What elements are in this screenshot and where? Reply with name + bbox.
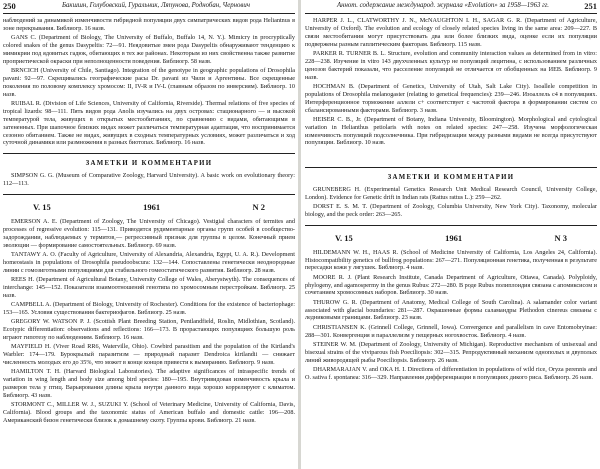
volume-number: V. 15 xyxy=(335,232,353,243)
abstract-entry: THUROW G. R. (Department of Anatomy, Medical College of South Carolina). A salamander color variant associated with glacial boundaries: 281—287. Окрашенные формы саламандры Plethodon cinereus связаны с ледниковыми границами. Библиогр. 23 назв. xyxy=(305,298,597,322)
volume-heading xyxy=(305,233,597,243)
page-number: 250 xyxy=(3,1,16,11)
note-entry: DORST E. S. M. T. (Department of Zoology, Columbia University, New York City). Taxonomy, molecular biology, and the peck order: 263—265. xyxy=(305,202,597,218)
volume-heading xyxy=(3,202,295,212)
section-divider xyxy=(305,225,597,226)
abstract-entry: REES H. (Department of Agricultural Botany, University College of Wales, Aberystwyth). The consequences of interchange: 145—152. Показатели взаимоотношений генотипа по хромосомным перестройкам. Библиогр. 25 назв. xyxy=(3,276,295,299)
section-title: ЗАМЕТКИ И КОММЕНТАРИИ xyxy=(387,173,515,181)
abstract-entry: DHARMARAJAN V. and OKA H. I. Directions of differentiation in populations of wild rice, Oryza perennis and O. sativa f. spontanea: 316—329. Направления дифференциации в популяциях дикого риса. Библиогр. 26 назв. xyxy=(305,365,597,381)
volume-year: 1961 xyxy=(143,202,161,213)
running-head-title: Бакшшн, Голубовский, Гуральник, Ляпунова, Роднобан, Чернович xyxy=(62,2,250,9)
left-page xyxy=(3,0,295,469)
abstract-entry: HAMILTON T. H. (Harvard Biological Laboratories). The adaptive significances of intraspecific trends of variation in wing length and body size among bird species: 180—195. Внутривидовая изменчивость крыла и размеров тела у птиц. Варьирования длины крыла внутри данного вида хорошо коррелируют с климатом. Библиогр. 43 назв. xyxy=(3,368,295,400)
abstract-entry: HOCHMAN B. (Department of Genetics, University of Utah, Salt Lake City). Isoallele competition in populations of Drosophila melanogaster (relating to genetical frequencies): 239—246. Изоаллель c4 в популяциях. Интерференционное торможение аллели с+ соответствует с частотой фактора в формировании систем со сбалансированными факторами. Библиогр. 3 назв. xyxy=(305,82,597,114)
note-entry: GRUNEBERG H. (Experimental Genetics Research Unit Medical Research Council, University College, London). Evidence for Genetic drift in Indian rats (Rattus rattus L.): 259—262. xyxy=(305,185,597,201)
abstract-entry: TANTAWY A. O. (Faculty of Agriculture, University of Alexandria, Alexandria, Egypt, U. A. R.). Development homeostasis in populations of Drosophila pseudoobscura: 132—144. Сопоставлены генетически неоднородные линии с гомозиготными популяциями для стабильного гомеостатического развития. Библиогр. 28 назв. xyxy=(3,251,295,274)
abstract-entry: HARPER J. L., CLATWORTHY J. N., McNAUGHTON I. H., SAGAR G. R. (Department of Agriculture, University of Oxford). The evolution and ecology of closely related species living in the same area: 209—227. В связи местообитании могут присутствовать два или более близких вида, оценке если их популяции подвержены разным гаплитическим факторам. Библиогр. 115 назв. xyxy=(305,17,597,48)
page-number: 251 xyxy=(584,1,597,11)
abstract-entry: CHRISTIANSEN K. (Grinnell College, Grinnell, Iowa). Convergence and parallelism in cave Entomobryinae: 288—301. Конвергенция и параллелизм у пещерных ногохвосток. Библиогр. 4 назв. xyxy=(305,323,597,339)
running-head-title: Аннот. содержание международ. журнала «Evolution» за 1958—1963 гг. xyxy=(337,2,549,9)
abstract-entry: STORMONT C., MILLER W. J., SUZUKI Y. (School of Veterinary Medicine, University of California, Davis, California). Blood groups and the taxonomic status of American buffalo and domestic cattle: 196—208. Американский бизон генетически близок к домашнему скоту. Группы крови. Библиогр. 21 назв. xyxy=(3,401,295,425)
abstract-entry: GREGORY W. WATSON P. J. (Scottish Plant Breeding Station, Pentlandfield, Roslin, Midlothian, Scotland). Ecotypic differentiation: observations and reflections: 166—173. В прорастающих популяциях большую роль играют гипотезу по наблюдениям. Библиогр. 16 назв. xyxy=(3,318,295,342)
abstract-entry: CAMPBELL A. (Department of Biology, University of Rochester). Conditions for the existence of bacteriophage: 153—165. Условия существования бактериофагов. Библиогр. 25 назв. xyxy=(3,301,295,317)
abstract-entry: PARKER R. TURNER B. L. Structure, evolution and community interaction values as determined from in vitro: 228—238. Изучение in vitro 143 двухчленных культур не популяций лецитина, с использованием различных ценозов бактерий показали, что расселение популяций не отличается от обобщенных на ИЕВ. Библиогр. 9 назв. xyxy=(305,49,597,81)
abstract-entry: наблюдений за динамикой изменчивости гибридной популяции двух симпатрических видов рода Heliantnus в зоне перекрывания. Библиогр. 16 назв. xyxy=(3,17,295,32)
section-divider xyxy=(3,153,295,154)
volume-year: 1961 xyxy=(445,232,463,243)
issue-number: N 3 xyxy=(554,232,567,243)
abstract-entry: HILDEMANN W. H., HAAS R. (School of Medicine University of California, Los Angeles 24, California). Histocompatibility genetics of bullfrog populations: 267—271. Популяционная генетика, полученная в результате пересадки кожи у лягушек. Библиогр. 4 назв. xyxy=(305,248,597,272)
section-divider xyxy=(3,194,295,195)
abstract-entry: EMERSON A. E. (Department of Zoology, The University of Chicago). Vestigial characters of termites and processes of regressive evolution: 115—131. Приводятся рудиментарные органы групп особей в сообщество-задорождании, наблюдаемых у термитов,— регрессивный признак для группы в целом. Конечный прием эволюции — формирование самостоятельных. Библиогр. 69 назв. xyxy=(3,218,295,249)
issue-number: N 2 xyxy=(252,202,265,213)
abstract-entry: BRNCICH (University of Chile, Santiago). Integration of the genotype in geographic populations of Drosophila pavani: 92—97. Скрещивались географические расы Dr. pavani из Чили и Аргентины. Все скрещенные поколения по половому комплексу хромосом: II, IV-R и IV-L (главным образом по инверсиям). Библиогр. 10 назв. xyxy=(3,67,295,98)
abstract-entry: MOORE R. J. (Plant Research Institute, Canada Department of Agriculture, Ottawa, Canada). Polyploidy, phylogeny, and agamospermy in the genus Rubus: 272—280. В роде Rubus полиплоидия связана с апомиксисом и сочетанием хромосомных наборов. Библиогр. 30 назв. xyxy=(305,273,597,297)
abstract-entry: MAYFIELD H. (Viver Road RR6, Waterville, Ohio). Cowbird parasitism and the population of the Kirtland's Warbler: 174—179. Бурокрылый паразитизм — природный паразит Dendroica kirtlandii — снижает численность молодых его до 35%, что может в конце концов привести к вымиранию. Библиогр. 9 назв. xyxy=(3,343,295,367)
section-divider xyxy=(305,167,597,168)
abstract-entry: RUIBAL R. (Division of Life Sciences, University of California, Riverside). Thermal relations of five species of tropical lizards: 98—111. Пять видов рода Anolis изучались на двух островах: стационарного — и высокой температурой тела, живущих в открытых местообитаниях, по сравнению с видами, обитающими в затененных. При шапочное близких видах может различаться температурная адаптация, что воспринимается сезонно обитанием. Также не видах, живущих в сходных температурных условиях, может различаться и ход суточной динамики или размножения в разных биотопах. Библиогр. 16 назв. xyxy=(3,99,295,147)
running-header xyxy=(305,0,597,14)
spacer xyxy=(305,149,597,161)
page-gutter xyxy=(298,0,301,469)
right-page xyxy=(305,0,597,469)
note-entry: SIMPSON G. G. (Museum of Comparative Zoology, Harvard University). A basic work on evolutionary theory: 112—113. xyxy=(3,172,295,188)
abstract-entry: HEISER C. B., Jr. (Department of Botany, Indiana University, Bloomington). Morphological and cytological variation in Helianthus petiolaris with notes on related species: 247—258. Изучена морфологическая изменчивость популяций подсолнечника. При гибридизации между разными видами не всегда присутствуют популяции. Библиогр. 10 назв. xyxy=(305,115,597,147)
abstract-entry: GANS C. (Department of Biology, The University of Buffalo, Buffalo 14, N. Y.). Mimicry in procryptically colored snakes of the genus Dasypeltis: 72—91. Неядовитые змеи рода Dasypeltis обнаруживают тенденцию к мимикрии под ядовитых гадюк, обитающих в тех же районах. Некоторым из них свойственна также развитие проприетической окраски при неполноценности поведения. Библиогр. 58 назв. xyxy=(3,34,295,65)
volume-number: V. 15 xyxy=(33,202,51,213)
abstract-entry: STEINER W. M. (Department of Zoology, University of Michigan). Reproductive mechanism of unisexual and bisexual strains of the viviparous fish Poeciliopsis: 302—315. Репродуктивный механизм однополых и двуполых линий живородящей рыбы Poeciliopsis. Библиогр. 26 назв. xyxy=(305,340,597,364)
section-title: ЗАМЕТКИ И КОММЕНТАРИИ xyxy=(85,160,213,168)
running-header xyxy=(3,0,295,14)
